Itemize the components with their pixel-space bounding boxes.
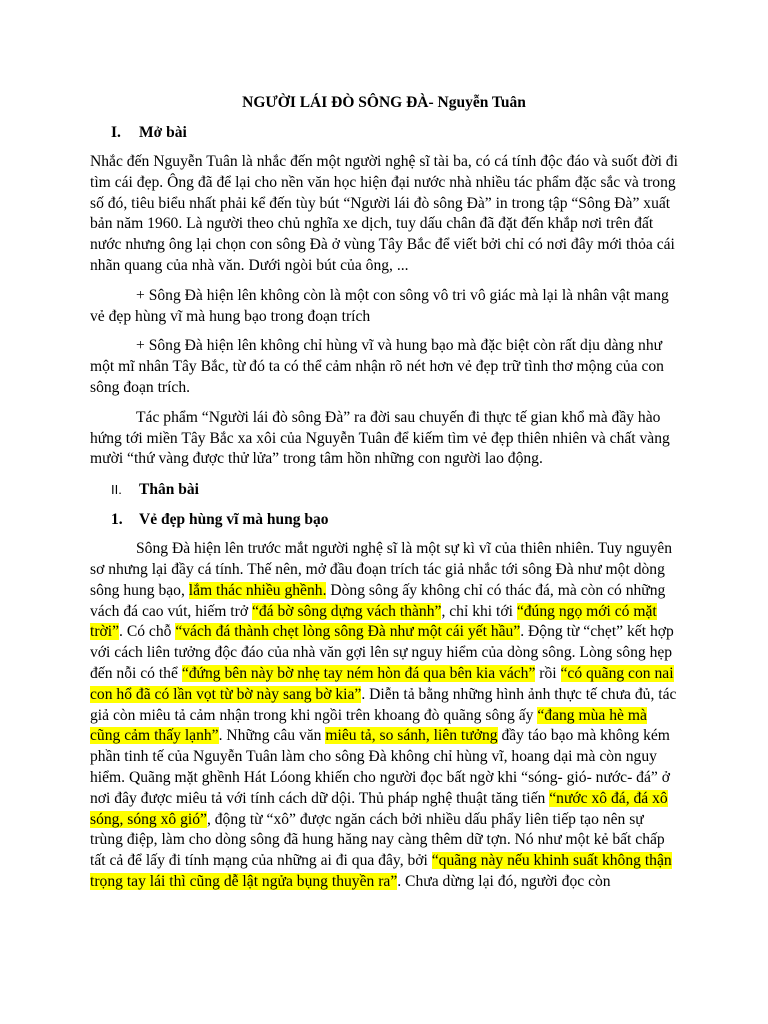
text-run: , chỉ khi tới	[441, 602, 517, 620]
highlighted-text: “đúng ngọ mới có mặt trời”	[90, 602, 657, 641]
intro-paragraph-work: Tác phẩm “Người lái đò sông Đà” ra đời sau chuyến đi thực tế gian khổ mà đầy hào hứng tới miền Tây Bắc xa xôi của Nguyễn Tuân để kiếm tìm vẻ đẹp thiên nhiên và chất vàng mười “thứ vàng được thử lửa” trong tâm hồn những con người lao động.	[90, 408, 670, 468]
highlighted-text: “quãng này nếu khinh suất không thận trọng tay lái thì cũng dễ lật ngửa bụng thuyền ra”	[90, 852, 672, 890]
highlighted-text: “có quãng con nai con hổ đã có lần vọt từ bờ này sang bờ kia”	[90, 664, 674, 703]
text-run: đầy táo bạo mà không kém phần tinh tế của Nguyễn Tuân làm cho sông Đà không chỉ hùng vĩ, hoang dại mà còn nguy hiểm. Quãng mặt ghềnh Hát Lóong khiến cho người đọc bất ngờ khi “sóng- gió- nước- đá” ở nơi đây được miêu tả với tính cách dữ dội. Thủ pháp nghệ thuật tăng tiến	[90, 727, 670, 807]
section-title: Mở bài	[139, 124, 187, 141]
section-number: II.	[111, 482, 122, 498]
text-run: . Những câu văn	[218, 727, 326, 745]
body-paragraph	[90, 539, 678, 893]
document-title: NGƯỜI LÁI ĐÒ SÔNG ĐÀ- Nguyễn Tuân	[242, 94, 526, 111]
intro-paragraph: Nhắc đến Nguyễn Tuân là nhắc đến một người nghệ sĩ tài ba, có cá tính độc đáo và suốt đời đi tìm cái đẹp. Ông đã để lại cho nền văn học hiện đại nước nhà nhiều tác phẩm đặc sắc và trong số đó, tiêu biểu nhất phải kể đến tùy bút “Người lái đò sông Đà” in trong tập “Sông Đà” xuất bản năm 1960. Là người theo chủ nghĩa xe dịch, tuy dấu chân đã đặt đến khắp nơi trên đất nước nhưng ông lại chọn con sông Đà ở vùng Tây Bắc để viết bởi chỉ có nơi đây mới thỏa cái nhãn quang của nhà văn. Dưới ngòi bút của ông, ...	[90, 153, 678, 274]
highlighted-text: miêu tả, so sánh, liên tưởng	[325, 727, 498, 745]
highlighted-text: lắm thác nhiều ghềnh.	[188, 581, 327, 599]
text-run: Sông Đà hiện lên trước mắt người nghệ sĩ là một sự kì vĩ của thiên nhiên. Tuy nguyên sơ nhưng lại đầy cá tính. Thế nên, mở đầu đoạn trích tác giả nhắc tới sông Đà như một dòng sông hung bạo,	[90, 540, 673, 599]
bullet-paragraph: + Sông Đà hiện lên không còn là một con sông vô tri vô giác mà lại là nhân vật mang vẻ đẹp hùng vĩ mà hung bạo trong đoạn trích	[90, 286, 669, 325]
section-heading-mo-bai	[90, 122, 678, 144]
text-run: , động từ “xô” được ngăn cách bởi nhiều dấu phẩy liên tiếp tạo nên sự trùng điệp, làm cho dòng sông đã hung hăng nay càng thêm dữ tợn. Nó như một kẻ bất chấp tất cả để lấy đi tính mạng của những ai đi qua đây, bởi	[90, 810, 665, 870]
subsection-number: 1.	[111, 511, 123, 529]
highlighted-text: “đang mùa hè mà cũng cảm thấy lạnh”	[90, 706, 647, 745]
subsection-title: Vẻ đẹp hùng vĩ mà hung bạo	[139, 511, 329, 529]
section-title: Thân bài	[139, 481, 199, 499]
bullet-paragraph: + Sông Đà hiện lên không chỉ hùng vĩ và hung bạo mà đặc biệt còn rất dịu dàng như một mĩ nhân Tây Bắc, từ đó ta có thể cảm nhận rõ nét hơn vẻ đẹp trữ tình thơ mộng của con sông đoạn trích.	[90, 337, 664, 396]
text-run: . Chưa dừng lại đó, người đọc còn	[397, 872, 611, 890]
section-heading-than-bai	[90, 479, 678, 501]
text-run: Dòng sông ấy không chỉ có thác đá, mà còn có những vách đá cao vút, hiếm trở	[90, 581, 666, 620]
highlighted-text: “vách đá thành chẹt lòng sông Đà như một cái yết hầu”	[175, 623, 521, 641]
section-number: I.	[111, 124, 121, 141]
text-run: . Có chỗ	[119, 623, 176, 641]
text-run: . Diễn tả bằng những hình ảnh thực tế chưa đủ, tác giả còn miêu tả cảm nhận trong khi ngồi trên khoang đò quãng sông ấy	[90, 685, 677, 724]
highlighted-text: “đứng bên này bờ nhẹ tay ném hòn đá qua bên kia vách”	[181, 664, 536, 682]
subsection-heading	[90, 509, 678, 531]
text-run: . Động từ “chẹt” kết hợp với cách liên tưởng độc đáo của nhà văn gợi lên sự nguy hiểm của dòng sông. Lòng sông hẹp đến nỗi có thể	[90, 623, 674, 682]
highlighted-text: “nước xô đá, đá xô sóng, sóng xô gió”	[90, 789, 668, 828]
text-run: rồi	[535, 664, 561, 682]
highlighted-text: “đá bờ sông dựng vách thành”	[251, 602, 442, 620]
